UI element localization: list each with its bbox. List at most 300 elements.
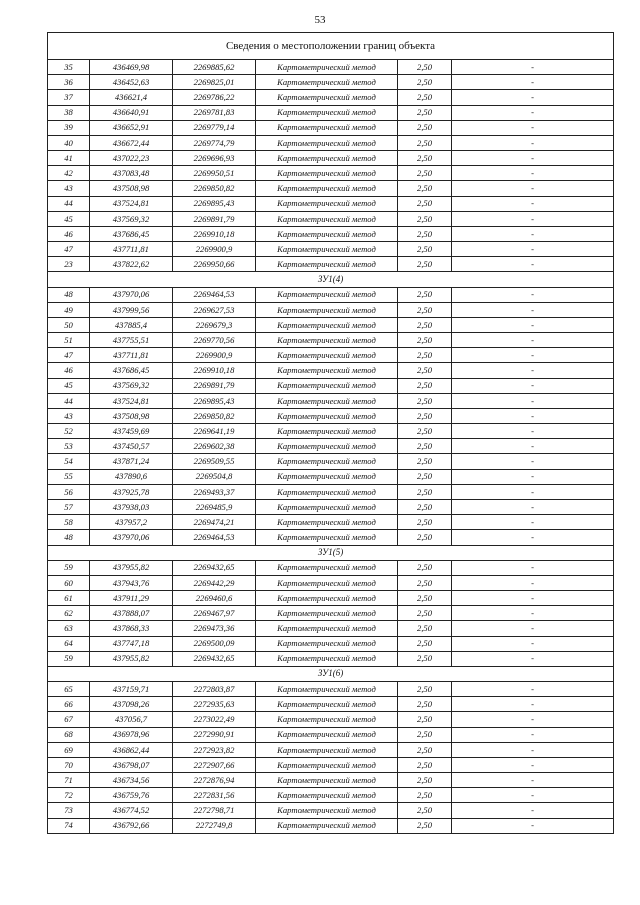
table-row (48, 257, 614, 272)
y-coordinate: 2269602,38 (173, 439, 256, 454)
boundary-description: - (452, 60, 614, 75)
accuracy-value: 2,50 (398, 682, 452, 697)
determination-method: Картометрический метод (256, 317, 398, 332)
point-number: 63 (48, 621, 90, 636)
y-coordinate: 2269950,51 (173, 166, 256, 181)
accuracy-value: 2,50 (398, 484, 452, 499)
y-coordinate: 2269891,79 (173, 378, 256, 393)
accuracy-value: 2,50 (398, 651, 452, 666)
y-coordinate: 2269696,93 (173, 151, 256, 166)
boundary-description: - (452, 727, 614, 742)
point-number: 40 (48, 135, 90, 150)
point-number: 60 (48, 575, 90, 590)
determination-method: Картометрический метод (256, 60, 398, 75)
point-number: 51 (48, 333, 90, 348)
x-coordinate: 437955,82 (90, 651, 173, 666)
table-row (48, 757, 614, 772)
point-number: 56 (48, 484, 90, 499)
y-coordinate: 2272907,66 (173, 757, 256, 772)
y-coordinate: 2269774,79 (173, 135, 256, 150)
x-coordinate: 437955,82 (90, 560, 173, 575)
determination-method: Картометрический метод (256, 682, 398, 697)
x-coordinate: 437686,45 (90, 363, 173, 378)
boundary-description: - (452, 803, 614, 818)
section-header-row (48, 272, 614, 287)
point-number: 42 (48, 166, 90, 181)
table-row (48, 712, 614, 727)
boundary-description: - (452, 591, 614, 606)
point-number: 36 (48, 75, 90, 90)
x-coordinate: 437943,76 (90, 575, 173, 590)
determination-method: Картометрический метод (256, 120, 398, 135)
table-row (48, 773, 614, 788)
determination-method: Картометрический метод (256, 454, 398, 469)
boundary-description: - (452, 317, 614, 332)
accuracy-value: 2,50 (398, 135, 452, 150)
table-row (48, 439, 614, 454)
y-coordinate: 2272876,94 (173, 773, 256, 788)
boundary-description: - (452, 90, 614, 105)
point-number: 49 (48, 302, 90, 317)
x-coordinate: 437022,23 (90, 151, 173, 166)
accuracy-value: 2,50 (398, 317, 452, 332)
x-coordinate: 437755,51 (90, 333, 173, 348)
point-number: 37 (48, 90, 90, 105)
determination-method: Картометрический метод (256, 439, 398, 454)
accuracy-value: 2,50 (398, 712, 452, 727)
table-row (48, 408, 614, 423)
x-coordinate: 437885,4 (90, 317, 173, 332)
y-coordinate: 2269641,19 (173, 424, 256, 439)
determination-method: Картометрический метод (256, 211, 398, 226)
table-row (48, 181, 614, 196)
y-coordinate: 2269460,6 (173, 591, 256, 606)
accuracy-value: 2,50 (398, 636, 452, 651)
point-number: 41 (48, 151, 90, 166)
table-row (48, 90, 614, 105)
y-coordinate: 2269627,53 (173, 302, 256, 317)
table-row (48, 151, 614, 166)
accuracy-value: 2,50 (398, 287, 452, 302)
accuracy-value: 2,50 (398, 181, 452, 196)
boundary-description: - (452, 454, 614, 469)
accuracy-value: 2,50 (398, 151, 452, 166)
x-coordinate: 437957,2 (90, 515, 173, 530)
x-coordinate: 437871,24 (90, 454, 173, 469)
boundary-description: - (452, 408, 614, 423)
section-header: ЗУ1(5) (48, 545, 614, 560)
point-number: 43 (48, 408, 90, 423)
table-title: Сведения о местоположении границ объекта (48, 33, 614, 60)
determination-method: Картометрический метод (256, 469, 398, 484)
determination-method: Картометрический метод (256, 151, 398, 166)
determination-method: Картометрический метод (256, 348, 398, 363)
accuracy-value: 2,50 (398, 727, 452, 742)
y-coordinate: 2272803,87 (173, 682, 256, 697)
section-header: ЗУ1(4) (48, 272, 614, 287)
accuracy-value: 2,50 (398, 333, 452, 348)
y-coordinate: 2269910,18 (173, 363, 256, 378)
determination-method: Картометрический метод (256, 727, 398, 742)
table-row (48, 120, 614, 135)
determination-method: Картометрический метод (256, 333, 398, 348)
accuracy-value: 2,50 (398, 60, 452, 75)
accuracy-value: 2,50 (398, 560, 452, 575)
x-coordinate: 436792,66 (90, 818, 173, 833)
y-coordinate: 2269779,14 (173, 120, 256, 135)
x-coordinate: 437569,32 (90, 211, 173, 226)
x-coordinate: 436640,91 (90, 105, 173, 120)
x-coordinate: 437686,45 (90, 226, 173, 241)
boundary-description: - (452, 606, 614, 621)
y-coordinate: 2269464,53 (173, 530, 256, 545)
boundary-description: - (452, 242, 614, 257)
y-coordinate: 2272798,71 (173, 803, 256, 818)
point-number: 67 (48, 712, 90, 727)
boundary-description: - (452, 515, 614, 530)
point-number: 62 (48, 606, 90, 621)
point-number: 64 (48, 636, 90, 651)
y-coordinate: 2269473,36 (173, 621, 256, 636)
determination-method: Картометрический метод (256, 424, 398, 439)
accuracy-value: 2,50 (398, 348, 452, 363)
table-row (48, 621, 614, 636)
y-coordinate: 2269500,09 (173, 636, 256, 651)
y-coordinate: 2269781,83 (173, 105, 256, 120)
table-row (48, 348, 614, 363)
y-coordinate: 2269504,8 (173, 469, 256, 484)
x-coordinate: 437911,29 (90, 591, 173, 606)
y-coordinate: 2269467,97 (173, 606, 256, 621)
x-coordinate: 436621,4 (90, 90, 173, 105)
table-row (48, 211, 614, 226)
y-coordinate: 2269485,9 (173, 499, 256, 514)
boundary-description: - (452, 151, 614, 166)
determination-method: Картометрический метод (256, 575, 398, 590)
accuracy-value: 2,50 (398, 408, 452, 423)
table-row (48, 788, 614, 803)
boundary-description: - (452, 530, 614, 545)
point-number: 46 (48, 363, 90, 378)
x-coordinate: 437888,07 (90, 606, 173, 621)
accuracy-value: 2,50 (398, 378, 452, 393)
determination-method: Картометрический метод (256, 242, 398, 257)
x-coordinate: 437524,81 (90, 393, 173, 408)
accuracy-value: 2,50 (398, 469, 452, 484)
point-number: 71 (48, 773, 90, 788)
accuracy-value: 2,50 (398, 788, 452, 803)
y-coordinate: 2269432,65 (173, 560, 256, 575)
accuracy-value: 2,50 (398, 773, 452, 788)
y-coordinate: 2269493,37 (173, 484, 256, 499)
y-coordinate: 2269900,9 (173, 242, 256, 257)
point-number: 46 (48, 226, 90, 241)
table-row (48, 105, 614, 120)
accuracy-value: 2,50 (398, 742, 452, 757)
y-coordinate: 2269786,22 (173, 90, 256, 105)
determination-method: Картометрический метод (256, 742, 398, 757)
boundary-description: - (452, 287, 614, 302)
determination-method: Картометрический метод (256, 757, 398, 772)
table-row (48, 454, 614, 469)
y-coordinate: 2269509,55 (173, 454, 256, 469)
table-row (48, 727, 614, 742)
y-coordinate: 2269910,18 (173, 226, 256, 241)
determination-method: Картометрический метод (256, 697, 398, 712)
boundary-description: - (452, 226, 614, 241)
y-coordinate: 2269950,66 (173, 257, 256, 272)
x-coordinate: 436672,44 (90, 135, 173, 150)
y-coordinate: 2269900,9 (173, 348, 256, 363)
point-number: 53 (48, 439, 90, 454)
point-number: 66 (48, 697, 90, 712)
boundary-description: - (452, 636, 614, 651)
y-coordinate: 2269442,29 (173, 575, 256, 590)
boundary-description: - (452, 363, 614, 378)
determination-method: Картометрический метод (256, 773, 398, 788)
boundary-description: - (452, 211, 614, 226)
boundary-description: - (452, 712, 614, 727)
x-coordinate: 437508,98 (90, 181, 173, 196)
section-header: ЗУ1(6) (48, 666, 614, 681)
determination-method: Картометрический метод (256, 257, 398, 272)
y-coordinate: 2272923,82 (173, 742, 256, 757)
x-coordinate: 437569,32 (90, 378, 173, 393)
table-row (48, 363, 614, 378)
x-coordinate: 437970,06 (90, 287, 173, 302)
accuracy-value: 2,50 (398, 757, 452, 772)
accuracy-value: 2,50 (398, 196, 452, 211)
point-number: 55 (48, 469, 90, 484)
x-coordinate: 436978,96 (90, 727, 173, 742)
boundary-description: - (452, 302, 614, 317)
y-coordinate: 2269679,3 (173, 317, 256, 332)
table-row (48, 530, 614, 545)
y-coordinate: 2269895,43 (173, 393, 256, 408)
boundary-description: - (452, 621, 614, 636)
x-coordinate: 437159,71 (90, 682, 173, 697)
table-row (48, 378, 614, 393)
point-number: 70 (48, 757, 90, 772)
table-row (48, 75, 614, 90)
accuracy-value: 2,50 (398, 499, 452, 514)
determination-method: Картометрический метод (256, 166, 398, 181)
x-coordinate: 436469,98 (90, 60, 173, 75)
point-number: 45 (48, 211, 90, 226)
section-header-row (48, 666, 614, 681)
y-coordinate: 2269895,43 (173, 196, 256, 211)
determination-method: Картометрический метод (256, 302, 398, 317)
boundary-description: - (452, 393, 614, 408)
table-row (48, 484, 614, 499)
boundary-description: - (452, 196, 614, 211)
x-coordinate: 436862,44 (90, 742, 173, 757)
accuracy-value: 2,50 (398, 166, 452, 181)
table-row (48, 393, 614, 408)
determination-method: Картометрический метод (256, 181, 398, 196)
x-coordinate: 437999,56 (90, 302, 173, 317)
determination-method: Картометрический метод (256, 803, 398, 818)
accuracy-value: 2,50 (398, 697, 452, 712)
determination-method: Картометрический метод (256, 499, 398, 514)
point-number: 44 (48, 393, 90, 408)
table-row (48, 651, 614, 666)
determination-method: Картометрический метод (256, 606, 398, 621)
x-coordinate: 437711,81 (90, 242, 173, 257)
boundary-description: - (452, 469, 614, 484)
determination-method: Картометрический метод (256, 378, 398, 393)
table-body (48, 33, 614, 834)
point-number: 47 (48, 348, 90, 363)
boundary-description: - (452, 424, 614, 439)
y-coordinate: 2269850,82 (173, 408, 256, 423)
accuracy-value: 2,50 (398, 75, 452, 90)
point-number: 23 (48, 257, 90, 272)
boundary-description: - (452, 135, 614, 150)
boundary-description: - (452, 105, 614, 120)
x-coordinate: 437970,06 (90, 530, 173, 545)
boundary-description: - (452, 682, 614, 697)
point-number: 74 (48, 818, 90, 833)
table-row (48, 60, 614, 75)
table-title-row (48, 33, 614, 60)
y-coordinate: 2272749,8 (173, 818, 256, 833)
y-coordinate: 2272935,63 (173, 697, 256, 712)
y-coordinate: 2269891,79 (173, 211, 256, 226)
boundary-description: - (452, 75, 614, 90)
x-coordinate: 437524,81 (90, 196, 173, 211)
determination-method: Картометрический метод (256, 484, 398, 499)
y-coordinate: 2269474,21 (173, 515, 256, 530)
table-row (48, 226, 614, 241)
accuracy-value: 2,50 (398, 606, 452, 621)
x-coordinate: 437098,26 (90, 697, 173, 712)
point-number: 54 (48, 454, 90, 469)
boundary-description: - (452, 788, 614, 803)
determination-method: Картометрический метод (256, 196, 398, 211)
point-number: 65 (48, 682, 90, 697)
boundary-description: - (452, 333, 614, 348)
point-number: 59 (48, 560, 90, 575)
determination-method: Картометрический метод (256, 712, 398, 727)
accuracy-value: 2,50 (398, 424, 452, 439)
accuracy-value: 2,50 (398, 257, 452, 272)
y-coordinate: 2269885,62 (173, 60, 256, 75)
table-row (48, 469, 614, 484)
determination-method: Картометрический метод (256, 818, 398, 833)
x-coordinate: 437508,98 (90, 408, 173, 423)
determination-method: Картометрический метод (256, 788, 398, 803)
table-row (48, 242, 614, 257)
determination-method: Картометрический метод (256, 651, 398, 666)
table-row (48, 302, 614, 317)
table-row (48, 606, 614, 621)
x-coordinate: 437822,62 (90, 257, 173, 272)
point-number: 39 (48, 120, 90, 135)
point-number: 68 (48, 727, 90, 742)
x-coordinate: 437056,7 (90, 712, 173, 727)
point-number: 43 (48, 181, 90, 196)
table-row (48, 499, 614, 514)
x-coordinate: 437938,03 (90, 499, 173, 514)
page-number: 53 (314, 14, 326, 26)
x-coordinate: 436734,56 (90, 773, 173, 788)
accuracy-value: 2,50 (398, 530, 452, 545)
determination-method: Картометрический метод (256, 363, 398, 378)
table-row (48, 317, 614, 332)
point-number: 72 (48, 788, 90, 803)
x-coordinate: 436652,91 (90, 120, 173, 135)
accuracy-value: 2,50 (398, 302, 452, 317)
point-number: 50 (48, 317, 90, 332)
x-coordinate: 437450,57 (90, 439, 173, 454)
boundary-description: - (452, 181, 614, 196)
accuracy-value: 2,50 (398, 120, 452, 135)
table-row (48, 636, 614, 651)
determination-method: Картометрический метод (256, 621, 398, 636)
boundary-description: - (452, 575, 614, 590)
table-row (48, 818, 614, 833)
boundary-description: - (452, 560, 614, 575)
determination-method: Картометрический метод (256, 530, 398, 545)
point-number: 57 (48, 499, 90, 514)
determination-method: Картометрический метод (256, 105, 398, 120)
table-row (48, 424, 614, 439)
boundary-coordinates-table (47, 32, 614, 834)
x-coordinate: 436798,07 (90, 757, 173, 772)
boundary-description: - (452, 348, 614, 363)
x-coordinate: 437083,48 (90, 166, 173, 181)
accuracy-value: 2,50 (398, 454, 452, 469)
table-row (48, 697, 614, 712)
boundary-description: - (452, 439, 614, 454)
y-coordinate: 2272990,91 (173, 727, 256, 742)
table-row (48, 166, 614, 181)
point-number: 45 (48, 378, 90, 393)
boundary-description: - (452, 166, 614, 181)
point-number: 47 (48, 242, 90, 257)
accuracy-value: 2,50 (398, 515, 452, 530)
determination-method: Картометрический метод (256, 226, 398, 241)
table-row (48, 135, 614, 150)
point-number: 73 (48, 803, 90, 818)
x-coordinate: 437711,81 (90, 348, 173, 363)
point-number: 38 (48, 105, 90, 120)
table-row (48, 575, 614, 590)
x-coordinate: 437890,6 (90, 469, 173, 484)
determination-method: Картометрический метод (256, 591, 398, 606)
determination-method: Картометрический метод (256, 393, 398, 408)
boundary-description: - (452, 697, 614, 712)
x-coordinate: 437925,78 (90, 484, 173, 499)
x-coordinate: 437459,69 (90, 424, 173, 439)
determination-method: Картометрический метод (256, 90, 398, 105)
table-row (48, 742, 614, 757)
accuracy-value: 2,50 (398, 803, 452, 818)
x-coordinate: 437747,18 (90, 636, 173, 651)
table-row (48, 560, 614, 575)
determination-method: Картометрический метод (256, 636, 398, 651)
point-number: 48 (48, 287, 90, 302)
y-coordinate: 2272831,56 (173, 788, 256, 803)
boundary-description: - (452, 651, 614, 666)
y-coordinate: 2269850,82 (173, 181, 256, 196)
boundary-description: - (452, 257, 614, 272)
table-row (48, 333, 614, 348)
point-number: 69 (48, 742, 90, 757)
accuracy-value: 2,50 (398, 575, 452, 590)
y-coordinate: 2269825,01 (173, 75, 256, 90)
